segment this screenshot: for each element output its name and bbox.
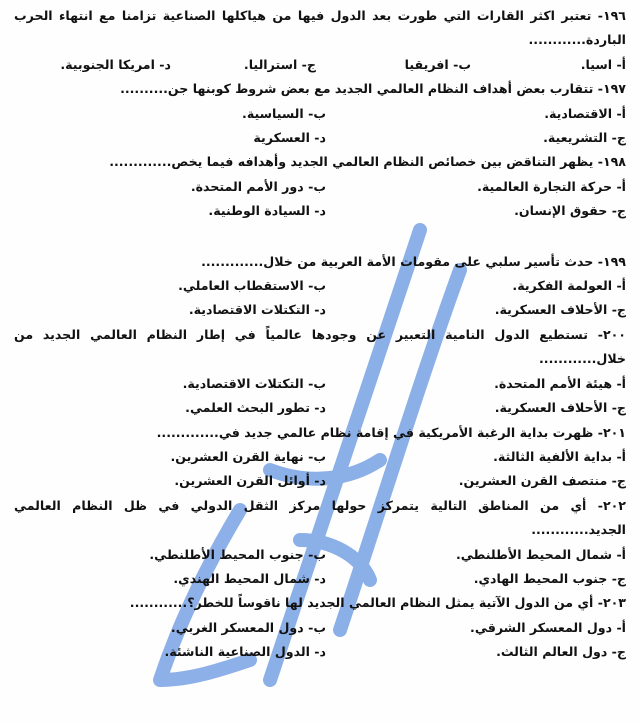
question-202: ٢٠٢- أي من المناطق التالية يتمركز حولها مركز الثقل الدولي في ظل النظام العالمي الجديد............	[14, 497, 626, 538]
question-201: ٢٠١- ظهرت بداية الرغبة الأمريكية في إقامة نظام عالمي جديد في.............	[156, 424, 626, 440]
option-b[interactable]: ب- افريقيا	[404, 56, 471, 72]
option-b[interactable]: ب- نهاية القرن العشرين.	[170, 448, 326, 464]
option-b[interactable]: ب- دور الأمم المتحدة.	[190, 178, 326, 194]
options-198-row2	[14, 199, 626, 223]
options-203-row2	[14, 640, 626, 664]
options-202-row1	[14, 543, 626, 567]
option-d[interactable]: د- شمال المحيط الهندي.	[173, 570, 326, 586]
option-c[interactable]: ج- منتصف القرن العشرين.	[458, 473, 626, 489]
option-c[interactable]: ج- الأحلاف العسكرية.	[494, 302, 626, 318]
options-200-row2	[14, 396, 626, 420]
options-198-row1	[14, 175, 626, 199]
option-d[interactable]: د- أوائل القرن العشرين.	[174, 473, 326, 489]
option-b[interactable]: ب- الاستقطاب العاملي.	[178, 278, 326, 294]
question-199: ١٩٩- حدث تأسير سلبي على مقومات الأمة العربية من خلال.............	[201, 253, 626, 269]
options-197-row1	[14, 102, 626, 126]
option-b[interactable]: ب- السياسية.	[242, 105, 326, 121]
option-c[interactable]: ج- جنوب المحيط الهادي.	[473, 570, 626, 586]
question-196: ١٩٦- تعتبر اكثر القارات التي طورت بعد الدول فيها من هياكلها الصناعية تزامنا مع انتهاء الحرب الباردة............	[14, 8, 626, 48]
options-202-row2	[14, 567, 626, 591]
option-b[interactable]: ب- جنوب المحيط الأطلنطي.	[149, 546, 326, 562]
option-a[interactable]: أ- دول المعسكر الشرقي.	[470, 619, 626, 635]
option-b[interactable]: ب- التكتلات الاقتصادية.	[182, 375, 326, 391]
options-197-row2	[14, 126, 626, 150]
options-200-row1	[14, 372, 626, 396]
options-201-row2	[14, 469, 626, 493]
option-d[interactable]: د- التكتلات الاقتصادية.	[188, 302, 326, 318]
option-b[interactable]: ب- دول المعسكر الغربي.	[170, 619, 326, 635]
options-201-row1	[14, 445, 626, 469]
question-200: ٢٠٠- تستطيع الدول النامية التعبير عن وجودها عالمياً في إطار النظام العالمي الجديد من خلال............	[14, 326, 626, 367]
option-c[interactable]: ج- دول العالم الثالث.	[496, 644, 626, 660]
option-a[interactable]: أ- اسيا.	[580, 56, 626, 72]
options-199-row1	[14, 274, 626, 298]
options-196	[14, 53, 626, 77]
option-d[interactable]: د- السيادة الوطنية.	[208, 203, 326, 219]
option-c[interactable]: ج- حقوق الإنسان.	[514, 203, 626, 219]
question-198: ١٩٨- يظهر التناقض بين خصائص النظام العالمي الجديد وأهدافه فيما يخص.............	[109, 154, 626, 170]
questions-list	[14, 4, 626, 665]
option-d[interactable]: د- تطور البحث العلمي.	[185, 400, 326, 416]
option-c[interactable]: ج- استراليا.	[243, 56, 316, 72]
options-203-row1	[14, 616, 626, 640]
question-203: ٢٠٣- أي من الدول الآتية يمثل النظام العالمي الجديد لها ناقوساً للخطر؟............	[129, 595, 626, 611]
question-197: ١٩٧- تتقارب بعض أهداف النظام العالمي الجديد مع بعض شروط كوبنها جن..........	[120, 81, 626, 97]
spacer	[14, 224, 626, 250]
option-a[interactable]: أ- هيئة الأمم المتحدة.	[494, 375, 626, 391]
option-a[interactable]: أ- العولمة الفكرية.	[512, 278, 626, 294]
options-199-row2	[14, 298, 626, 322]
option-a[interactable]: أ- شمال المحيط الأطلنطي.	[455, 546, 626, 562]
option-a[interactable]: أ- بداية الألفية الثالثة.	[493, 448, 626, 464]
option-c[interactable]: ج- الأحلاف العسكرية.	[494, 400, 626, 416]
option-d[interactable]: د- العسكرية	[253, 130, 326, 146]
option-a[interactable]: أ- الاقتصادية.	[544, 105, 626, 121]
option-d[interactable]: د- امريكا الجنوبية.	[60, 56, 171, 72]
option-d[interactable]: د- الدول الصناعية الناشئة.	[164, 644, 326, 660]
option-a[interactable]: أ- حركة التجارة العالمية.	[477, 178, 626, 194]
option-c[interactable]: ج- التشريعية.	[543, 130, 626, 146]
